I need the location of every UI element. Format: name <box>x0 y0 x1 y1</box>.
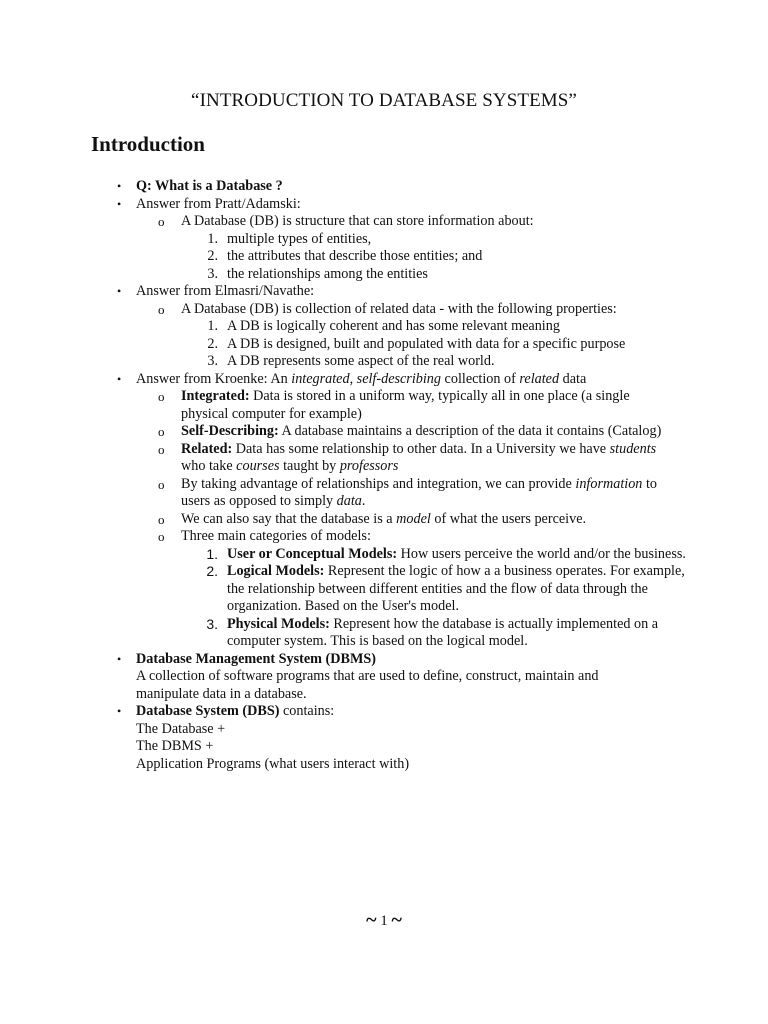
bullet-icon: • <box>117 371 122 386</box>
document-title: “INTRODUCTION TO DATABASE SYSTEMS” <box>191 90 577 111</box>
item-text: User or Conceptual Models: How users perceive the world and/or the business. <box>227 545 686 562</box>
list-item-pratt <box>0 196 768 214</box>
sub-item-categories <box>0 528 768 546</box>
item-text: the relationships among the entities <box>227 265 428 282</box>
item-number: 2. <box>207 248 218 264</box>
document-body <box>0 178 768 773</box>
numbered-item <box>0 353 768 371</box>
numbered-item <box>0 318 768 336</box>
item-text: the attributes that describe those entities; and <box>227 248 483 264</box>
bullet-icon: • <box>117 179 122 193</box>
dbms-definition: A collection of software programs that are used to define, construct, maintain and manipulate data in a database. <box>136 668 599 702</box>
sub-item-pratt <box>0 213 768 231</box>
numbered-item <box>0 248 768 266</box>
sub-bullet-icon: o <box>158 476 165 492</box>
categories-text: Three main categories of models: <box>181 528 371 544</box>
item-text: multiple types of entities, <box>227 230 372 247</box>
dbms-term: Database Management System (DBMS) <box>136 650 376 667</box>
sub-bullet-icon: o <box>158 389 165 404</box>
item-number: 3. <box>206 615 218 632</box>
list-item-kroenke <box>0 371 768 389</box>
footer-tilde-left: ~ <box>366 909 377 931</box>
sub-item-model <box>0 511 768 529</box>
pratt-definition: A Database (DB) is structure that can store information about: <box>181 213 534 229</box>
self-describing-definition: Self-Describing: A database maintains a description of the data it contains (Catalog) <box>181 423 662 439</box>
page-number: 1 <box>380 913 388 929</box>
elmasri-label: Answer from Elmasri/Navathe: <box>136 283 315 299</box>
sub-bullet-icon: o <box>158 511 165 527</box>
item-number: 1. <box>207 230 218 247</box>
sub-bullet-icon: o <box>158 214 165 229</box>
sub-item-self-describing <box>0 423 768 441</box>
sub-bullet-icon: o <box>158 301 165 317</box>
dbs-line: The DBMS + <box>136 738 214 754</box>
kroenke-label: Answer from Kroenke: An integrated, self-describing collection of related data <box>136 370 587 387</box>
numbered-item <box>0 336 768 354</box>
dbs-line: Application Programs (what users interact with) <box>136 755 410 772</box>
item-number: 3. <box>207 265 218 282</box>
sub-bullet-icon: o <box>158 424 165 439</box>
section-heading: Introduction <box>91 132 205 156</box>
elmasri-definition: A Database (DB) is collection of related data - with the following properties: <box>181 300 617 317</box>
bullet-icon: • <box>117 284 122 298</box>
model-text: We can also say that the database is a model of what the users perceive. <box>181 510 587 527</box>
list-item-question <box>0 178 768 196</box>
sub-bullet-icon: o <box>158 529 165 544</box>
item-number: 1. <box>206 545 218 562</box>
bullet-icon: • <box>117 704 122 718</box>
integrated-definition: Integrated: Data is stored in a uniform way, typically all in one place (a single physical computer for example) <box>181 388 630 422</box>
related-definition: Related: Data has some relationship to other data. In a University we have students who take courses taught by professors <box>181 440 657 474</box>
information-text: By taking advantage of relationships and integration, we can provide information to users as opposed to simply data. <box>181 475 657 509</box>
list-item-dbs <box>0 703 768 773</box>
item-text: A DB represents some aspect of the real world. <box>227 353 495 369</box>
footer-tilde-right: ~ <box>391 909 402 931</box>
item-text: Logical Models: Represent the logic of how a a business operates. For example, the relationship between different entities and the flow of data through the organization. Based on the User's model. <box>227 563 685 614</box>
dbs-term: Database System (DBS) contains: <box>136 703 335 719</box>
numbered-item <box>0 563 768 616</box>
item-number: 1. <box>207 318 218 334</box>
numbered-item <box>0 546 768 564</box>
sub-bullet-icon: o <box>158 441 165 457</box>
sub-item-elmasri <box>0 301 768 319</box>
bullet-icon: • <box>117 196 122 211</box>
question-text: Q: What is a Database ? <box>136 178 283 194</box>
item-text: Physical Models: Represent how the database is actually implemented on a computer system. This is based on the logical model. <box>227 615 659 649</box>
item-number: 2. <box>206 563 218 579</box>
numbered-item <box>0 231 768 249</box>
item-number: 2. <box>207 335 218 352</box>
dbs-line: The Database + <box>136 720 226 737</box>
bullet-icon: • <box>117 651 122 666</box>
list-item-dbms <box>0 651 768 704</box>
sub-item-information <box>0 476 768 511</box>
sub-item-integrated <box>0 388 768 423</box>
list-item-elmasri <box>0 283 768 301</box>
numbered-item <box>0 266 768 284</box>
page-footer <box>0 909 768 931</box>
item-text: A DB is designed, built and populated with data for a specific purpose <box>227 335 626 352</box>
item-number: 3. <box>207 353 218 369</box>
pratt-label: Answer from Pratt/Adamski: <box>136 195 301 212</box>
numbered-item <box>0 616 768 651</box>
item-text: A DB is logically coherent and has some relevant meaning <box>227 318 560 334</box>
sub-item-related <box>0 441 768 476</box>
